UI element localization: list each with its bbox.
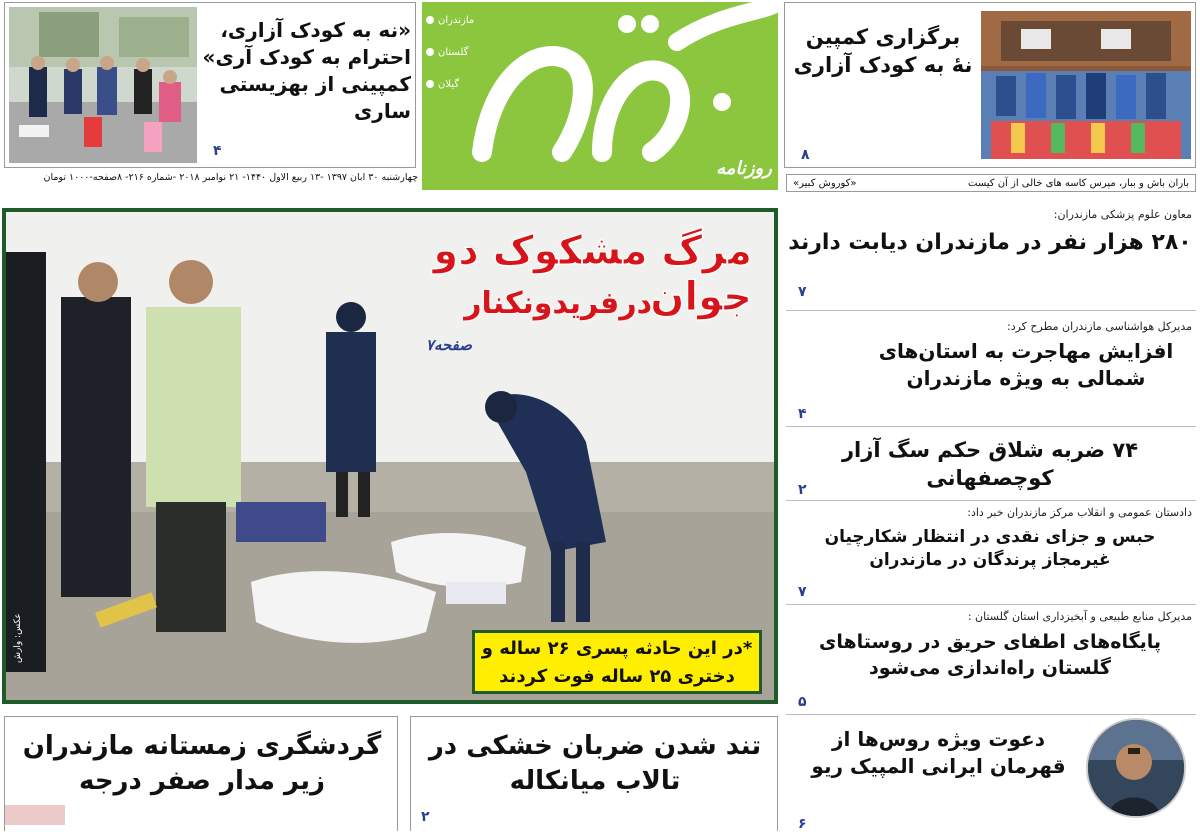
news-headline: افزایش مهاجرت به استان‌های شمالی به ویژه مازندران: [878, 339, 1174, 390]
news-headline: ۲۸۰ هزار نفر در مازندران دیابت دارند: [788, 230, 1192, 255]
poem-text: باران باش و ببار، مپرس کاسه های خالی از آن کیست: [968, 177, 1189, 189]
separator: [786, 500, 1196, 501]
masthead: [422, 2, 778, 190]
sidebar-news: [786, 206, 1196, 831]
bottom-left-teaser[interactable]: [4, 716, 398, 831]
page-number: ۵: [798, 694, 807, 710]
news-item[interactable]: [786, 316, 1196, 426]
page-number: ۶: [798, 816, 807, 832]
region-list: [426, 8, 506, 96]
page-number: ۴: [798, 406, 807, 422]
photo-caption: *در این حادثه پسری ۲۶ ساله و دختری ۲۵ ساله فوت کردند: [472, 630, 762, 694]
main-subheadline: درفریدونکنار: [464, 286, 652, 321]
top-right-headline: برگزاری کمپین نهٔ به کودک آزاری: [793, 25, 973, 78]
news-item[interactable]: [786, 432, 1196, 498]
separator: [786, 310, 1196, 311]
bottom-mid-headline: تند شدن ضربان خشکی در تالاب میانکاله: [428, 731, 762, 797]
region-item: مازندران: [438, 14, 475, 26]
campaign-photo-left: [9, 7, 197, 163]
bottom-mid-teaser[interactable]: [410, 716, 778, 831]
page-reference[interactable]: صفحه۷: [425, 336, 472, 354]
page-number: ۷: [798, 284, 807, 300]
page-number: ۲: [421, 809, 430, 825]
ribbon-label: [5, 805, 65, 825]
main-headline: مرگ مشکوک دو جوان: [433, 228, 752, 320]
news-item[interactable]: [786, 504, 1196, 602]
news-item[interactable]: [786, 608, 1196, 712]
news-kicker: مدیرکل هواشناسی مازندران مطرح کرد:: [1007, 320, 1192, 333]
poem-strip: [786, 174, 1196, 192]
region-item: گلستان: [438, 46, 469, 58]
news-item[interactable]: [786, 718, 1196, 831]
dateline: چهارشنبه ۳۰ آبان ۱۳۹۷ -۱۳ ربیع الاول ۱۴۴۰- ۲۱ نوامبر ۲۰۱۸ -شماره ۲۱۶- ۸صفحه-۱۰۰۰ تومان: [43, 172, 418, 183]
separator: [786, 714, 1196, 715]
page-number: ۷: [798, 584, 807, 600]
news-headline: ۷۴ ضربه شلاق حکم سگ آزار کوچصفهانی: [841, 438, 1139, 491]
news-headline: حبس و جزای نقدی در انتظار شکارچیان غیرمجاز پرندگان در مازندران: [824, 527, 1156, 570]
bullet-icon: [426, 48, 434, 56]
separator: [786, 426, 1196, 427]
news-kicker: مدیرکل منابع طبیعی و آبخیزداری استان گلستان :: [967, 610, 1192, 623]
page-number: ۸: [801, 147, 810, 163]
campaign-photo-right: [981, 11, 1191, 159]
masthead-prefix: روزنامه: [716, 158, 772, 179]
photo-credit: عکس: وارش: [13, 613, 23, 663]
separator: [786, 604, 1196, 605]
top-right-teaser[interactable]: [784, 2, 1196, 168]
region-item: گیلان: [438, 78, 460, 90]
news-kicker: معاون علوم پزشکی مازندران:: [1053, 208, 1192, 221]
news-item[interactable]: [786, 206, 1196, 306]
top-left-headline: «نه به کودک آزاری، احترام به کودک آری» کمپینی از بهزیستی ساری: [202, 18, 411, 123]
athlete-avatar: [1086, 718, 1186, 818]
page-number: ۴: [213, 143, 222, 159]
top-left-teaser[interactable]: [4, 2, 416, 168]
news-kicker: دادستان عمومی و انقلاب مرکز مازندران خبر داد:: [967, 506, 1192, 519]
bottom-left-headline: گردشگری زمستانه مازندران زیر مدار صفر درجه: [22, 731, 382, 797]
bullet-icon: [426, 16, 434, 24]
bullet-icon: [426, 80, 434, 88]
main-story[interactable]: [2, 208, 778, 704]
news-headline: دعوت ویژه روس‌ها از قهرمان ایرانی المپیک ریو: [811, 727, 1066, 778]
poem-author: «کوروش کبیر»: [793, 177, 857, 189]
news-headline: پایگاه‌های اطفای حریق در روستاهای گلستان راه‌اندازی می‌شود: [818, 631, 1162, 679]
page-number: ۲: [798, 482, 807, 498]
